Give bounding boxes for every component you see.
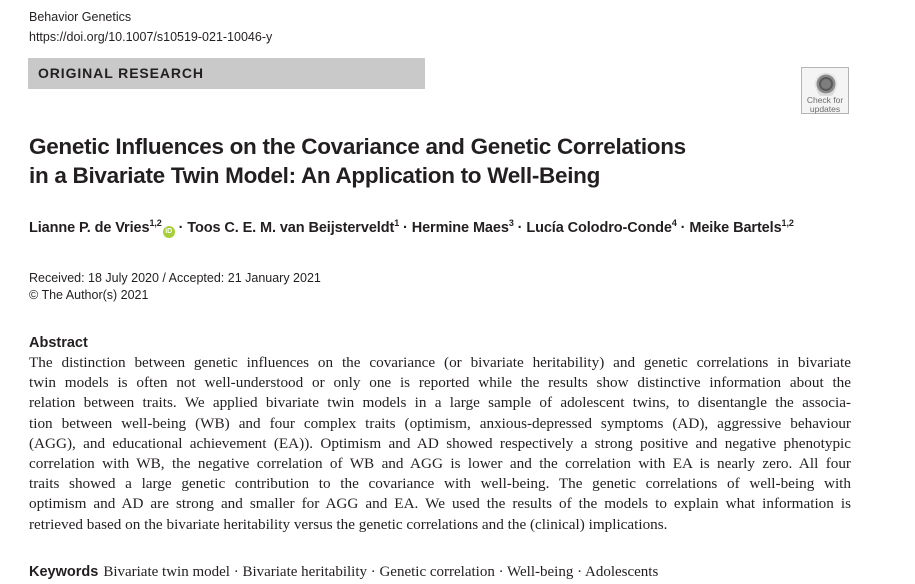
author-separator: · <box>513 220 527 236</box>
author-affiliation: 1,2 <box>149 218 162 228</box>
section-label: ORIGINAL RESEARCH <box>38 65 204 81</box>
author-separator: · <box>676 220 690 236</box>
abstract-line: relation between traits. We applied bivariate twin models in a large sample of adolescent twins, to disentangle the associa- <box>29 394 851 412</box>
section-banner <box>28 58 425 89</box>
author-name[interactable]: Lianne P. de Vries <box>29 220 150 236</box>
author-separator: · <box>399 220 412 236</box>
abstract-line: tion between well-being (WB) and four complex traits (optimism, anxious-depressed symptoms (AD), aggressive behaviour <box>29 414 851 432</box>
author-name[interactable]: Toos C. E. M. van Beijsterveldt <box>187 220 395 236</box>
abstract-text <box>29 353 851 535</box>
author-separator: · <box>174 220 188 236</box>
doi-link[interactable]: https://doi.org/10.1007/s10519-021-10046-y <box>29 30 273 44</box>
author-affiliation: 1 <box>394 218 400 228</box>
abstract-line: retrieved based on the bivariate heritability versus the genetic correlations and the (clinical) implications. <box>29 515 668 533</box>
author-list <box>29 219 794 238</box>
abstract-line: (AGG), and educational achievement (EA)). Optimism and AD showed respectively a strong positive and negative phenotypic <box>29 434 851 452</box>
copyright-notice: © The Author(s) 2021 <box>29 288 149 302</box>
abstract-line: optimism and AD are strong and smaller for AGG and EA. We used the results of the models to explain what information is <box>29 495 851 513</box>
title-line-1: Genetic Influences on the Covariance and Genetic Correlations <box>29 134 686 159</box>
abstract-heading: Abstract <box>29 335 88 351</box>
abstract-line: correlation with WB, the negative correlation of WB and AGG is lower and the correlation with EA is nearly zero. All four <box>29 455 851 473</box>
author-name[interactable]: Lucía Colodro-Conde <box>526 220 672 236</box>
orcid-icon[interactable]: iD <box>163 226 175 238</box>
abstract-line: traits showed a large genetic contribution to the covariance with well-being. The genetic correlations of well-being with <box>29 475 851 493</box>
check-for-updates-line2: updates <box>809 104 841 114</box>
keywords-heading: Keywords <box>29 564 99 580</box>
author-affiliation: 4 <box>671 218 677 228</box>
journal-name: Behavior Genetics <box>29 10 132 24</box>
check-for-updates-icon <box>814 72 838 96</box>
author-affiliation: 3 <box>508 218 514 228</box>
keywords-list: Bivariate twin model · Bivariate heritability · Genetic correlation · Well-being · Adolescents <box>103 564 659 580</box>
author-name[interactable]: Meike Bartels <box>689 220 782 236</box>
received-accepted-dates: Received: 18 July 2020 / Accepted: 21 January 2021 <box>29 271 321 285</box>
check-for-updates-line1: Check for <box>806 95 844 105</box>
article-title <box>29 132 789 190</box>
abstract-line: The distinction between genetic influences on the covariance (or bivariate heritability) and genetic correlations in bivariate <box>29 354 851 371</box>
title-line-2: in a Bivariate Twin Model: An Application to Well-Being <box>29 163 601 188</box>
check-for-updates-badge[interactable] <box>801 67 849 114</box>
check-for-updates-label <box>802 96 848 114</box>
author-name[interactable]: Hermine Maes <box>411 220 509 236</box>
keywords <box>29 563 658 581</box>
abstract-line: twin models is often not well-understood or only one is reported while the results show distinctive information about the <box>29 374 851 392</box>
author-affiliation: 1,2 <box>781 218 794 228</box>
